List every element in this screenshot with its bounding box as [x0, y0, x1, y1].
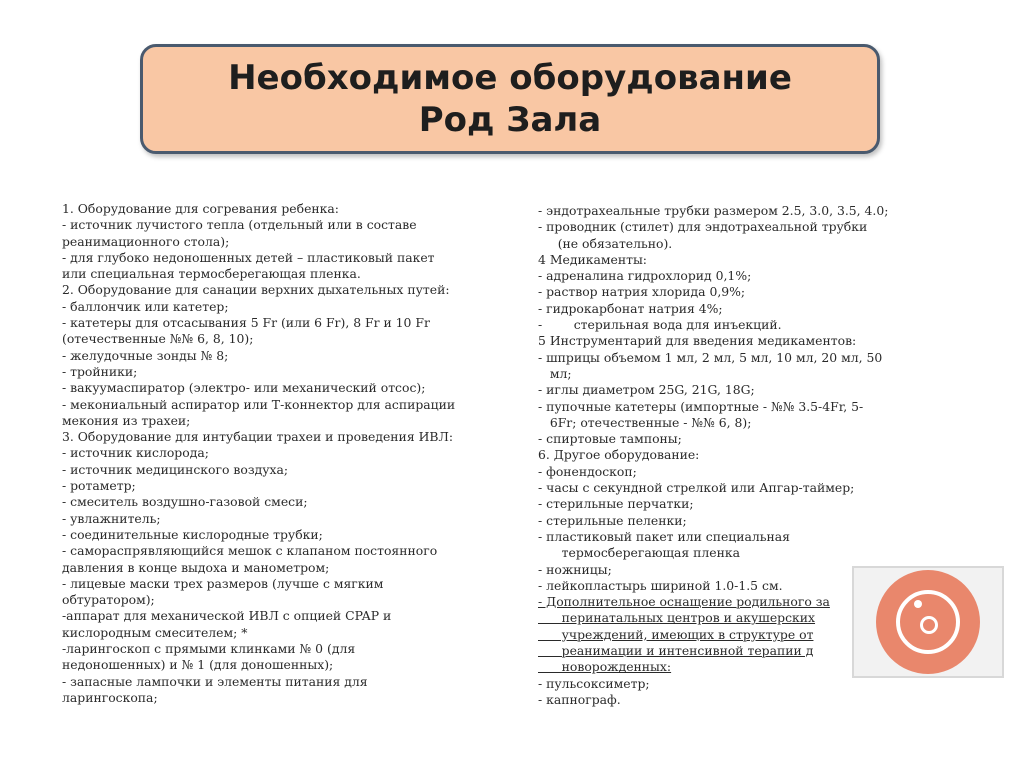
list-line: - ротаметр;	[62, 478, 136, 494]
list-line: (не обязательно).	[538, 235, 673, 251]
list-line: - адреналина гидрохлорид 0,1%;	[538, 268, 752, 284]
list-line: - для глубоко недоношенных детей – пластиковый пакет	[62, 249, 435, 265]
list-line: перинатальных центров и акушерских	[538, 610, 816, 626]
list-line: - гидрокарбонат натрия 4%;	[538, 300, 723, 316]
list-line: термосберегающая пленка	[538, 545, 741, 561]
list-line: - самораспрявляющийся мешок с клапаном постоянного	[62, 543, 438, 559]
list-line: - соединительные кислородные трубки;	[62, 526, 323, 542]
list-line: - катетеры для отсасывания 5 Fr (или 6 Fr), 8 Fr и 10 Fr	[62, 315, 430, 331]
slide-title-line-2: Род Зала	[418, 100, 602, 140]
list-line: - проводник (стилет) для эндотрахеальной трубки	[538, 219, 868, 235]
list-line: - эндотрахеальные трубки размером 2.5, 3.0, 3.5, 4.0;	[538, 203, 889, 218]
list-line: реанимации и интенсивной терапии д	[538, 643, 814, 659]
list-line: - раствор натрия хлорида 0,9%;	[538, 284, 746, 300]
list-line: - ножницы;	[538, 561, 612, 577]
list-line: - баллончик или катетер;	[62, 298, 229, 314]
list-line: - увлажнитель;	[62, 510, 161, 526]
list-line: - стерильные пеленки;	[538, 512, 687, 528]
list-line: давления в конце выдоха и манометром;	[62, 559, 330, 575]
left-equipment-list	[62, 201, 522, 706]
list-line: мекония из трахеи;	[62, 412, 191, 428]
logo-frame	[852, 566, 1004, 678]
list-line: - вакуумаспиратор (электро- или механический отсос);	[62, 380, 426, 396]
list-line: -ларингоскоп с прямыми клинками № 0 (для	[62, 641, 356, 657]
list-line: или специальная термосберегающая пленка.	[62, 266, 361, 282]
logo-baby-shape	[920, 616, 938, 634]
list-line: - спиртовые тампоны;	[538, 431, 682, 447]
list-line: реанимационного стола);	[62, 233, 230, 249]
slide-title-line-1: Необходимое оборудование	[228, 58, 792, 98]
list-line: - мекониальный аспиратор или Т-коннектор для аспирации	[62, 396, 456, 412]
list-line: 6. Другое оборудование:	[538, 447, 700, 463]
list-line: мл;	[538, 365, 572, 381]
perinatal-logo-icon	[876, 570, 980, 674]
list-line: (отечественные №№ 6, 8, 10);	[62, 331, 254, 347]
list-line: - пульсоксиметр;	[538, 675, 650, 691]
list-line: - желудочные зонды № 8;	[62, 347, 229, 363]
list-line: учреждений, имеющих в структуре от	[538, 626, 814, 642]
list-line: новорожденных:	[538, 659, 672, 675]
list-line: - смеситель воздушно-газовой смеси;	[62, 494, 308, 510]
list-line: - пупочные катетеры (импортные - №№ 3.5-4Fr, 5-	[538, 398, 864, 414]
list-line: 5 Инструментарий для введения медикаментов:	[538, 333, 857, 349]
list-line: - иглы диаметром 25G, 21G, 18G;	[538, 382, 755, 398]
logo-ring	[896, 590, 960, 654]
list-line: - капнограф.	[538, 691, 621, 707]
list-line: - источник медицинского воздуха;	[62, 461, 289, 477]
list-line: 3. Оборудование для интубации трахеи и проведения ИВЛ:	[62, 429, 453, 445]
list-line: -аппарат для механической ИВЛ с опцией CPAP и	[62, 608, 392, 624]
list-line: - фонендоскоп;	[538, 463, 637, 479]
list-line: - шприцы объемом 1 мл, 2 мл, 5 мл, 10 мл, 20 мл, 50	[538, 349, 883, 365]
list-line: кислородным смесителем; *	[62, 624, 248, 640]
list-line: ларингоскопа;	[62, 689, 158, 705]
list-line: - тройники;	[62, 363, 138, 379]
list-line: - источник кислорода;	[62, 445, 209, 461]
list-line: недоношенных) и № 1 (для доношенных);	[62, 657, 334, 673]
list-line: - стерильная вода для инъекций.	[538, 317, 782, 333]
list-line: 6Fr; отечественные - №№ 6, 8);	[538, 414, 752, 430]
list-line: 1. Оборудование для согревания ребенка:	[62, 201, 339, 216]
list-line: - лицевые маски трех размеров (лучше с мягким	[62, 575, 384, 591]
list-line: - пластиковый пакет или специальная	[538, 528, 790, 544]
logo-dot	[914, 600, 922, 608]
list-line: обтуратором);	[62, 592, 155, 608]
list-line: - запасные лампочки и элементы питания для	[62, 673, 368, 689]
list-line: 4 Медикаменты:	[538, 251, 647, 267]
list-line: - Дополнительное оснащение родильного за	[538, 594, 830, 610]
title-box	[140, 44, 880, 154]
list-line: 2. Оборудование для санации верхних дыхательных путей:	[62, 282, 450, 298]
list-line: - стерильные перчатки;	[538, 496, 694, 512]
list-line: - лейкопластырь шириной 1.0-1.5 см.	[538, 577, 783, 593]
list-line: - часы с секундной стрелкой или Апгар-таймер;	[538, 480, 855, 496]
list-line: - источник лучистого тепла (отдельный или в составе	[62, 217, 417, 233]
